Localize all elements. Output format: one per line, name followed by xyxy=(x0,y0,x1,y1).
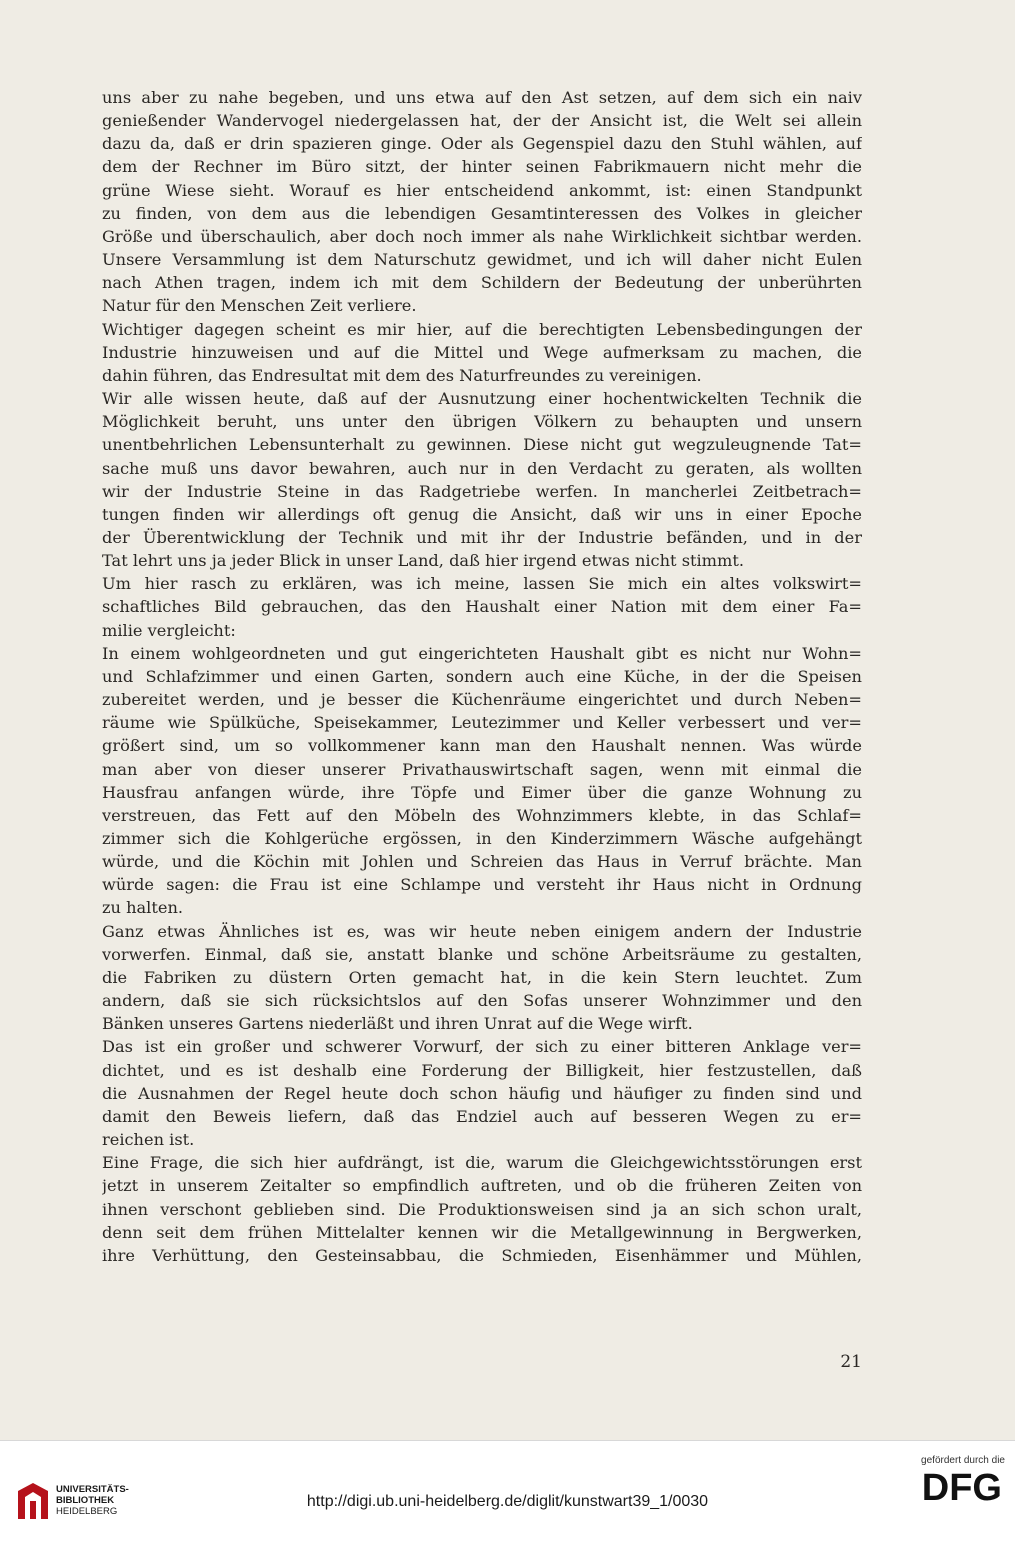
text-line: sache muß uns davor bewahren, auch nur in den Verdacht zu geraten, als wollten xyxy=(102,458,862,478)
text-line: Wichtiger dagegen scheint es mir hier, auf die berechtigten Lebensbedingungen der xyxy=(102,319,862,339)
text-line: grüne Wiese sieht. Worauf es hier entscheidend ankommt, ist: einen Standpunkt xyxy=(102,180,862,200)
text-line: zu finden, von dem aus die lebendigen Gesamtinteressen des Volkes in gleicher xyxy=(102,203,862,223)
text-line: Tat lehrt uns ja jeder Blick in unser Land, daß hier irgend etwas nicht stimmt. xyxy=(102,551,745,571)
text-line: dazu da, daß er drin spazieren ginge. Oder als Gegenspiel dazu den Stuhl wählen, auf xyxy=(102,134,862,154)
text-line: dahin führen, das Endresultat mit dem des Naturfreundes zu vereinigen. xyxy=(102,365,702,385)
text-line: zimmer sich die Kohlgerüche ergössen, in den Kinderzimmern Wäsche aufgehängt xyxy=(102,829,862,848)
text-line: tungen finden wir allerdings oft genug die Ansicht, daß wir uns in einer Epoche xyxy=(102,504,862,524)
text-line: schaftliches Bild gebrauchen, das den Haushalt einer Nation mit dem einer Fa= xyxy=(102,597,862,617)
text-line: Natur für den Menschen Zeit verliere. xyxy=(102,296,417,316)
dfg-logo-text: DFG xyxy=(921,1469,1002,1503)
text-line: man aber von dieser unserer Privathauswirtschaft sagen, wenn mit einmal die xyxy=(102,759,862,779)
library-name[interactable] xyxy=(56,1484,129,1517)
text-line: Bänken unseres Gartens niederläßt und ihren Unrat auf die Wege wirft. xyxy=(102,1014,693,1034)
text-line: zubereitet werden, und je besser die Küchenräume eingerichtet und durch Neben= xyxy=(102,690,862,710)
text-line: jetzt in unserem Zeitalter so empfindlich auftreten, und ob die früheren Zeiten von xyxy=(102,1176,862,1196)
library-name-line2: BIBLIOTHEK xyxy=(56,1495,115,1506)
text-line: zu halten. xyxy=(102,898,184,918)
text-line: verstreuen, das Fett auf den Möbeln des Wohnzimmers klebte, in das Schlaf= xyxy=(102,805,862,825)
text-line: unentbehrlichen Lebensunterhalt zu gewinnen. Diese nicht gut wegzuleugnende Tat= xyxy=(102,435,862,455)
text-line: Das ist ein großer und schwerer Vorwurf, der sich zu einer bitteren Anklage ver= xyxy=(102,1037,862,1057)
text-line: dem der Rechner im Büro sitzt, der hinter seinen Fabrikmauern nicht mehr die xyxy=(102,157,862,177)
text-line: Hausfrau anfangen würde, ihre Töpfe und Eimer über die ganze Wohnung zu xyxy=(102,782,862,802)
dfg-logo-icon[interactable] xyxy=(902,1469,1002,1503)
text-line: uns aber zu nahe begeben, und uns etwa auf den Ast setzen, auf dem sich ein naiv xyxy=(102,88,862,107)
text-line: räume wie Spülküche, Speisekammer, Leutezimmer und Keller verbessert und ver= xyxy=(102,713,862,733)
text-line: Um hier rasch zu erklären, was ich meine, lassen Sie mich ein altes volkswirt= xyxy=(102,574,862,594)
text-line: ihnen verschont geblieben sind. Die Produktionsweisen sind ja an sich schon uralt, xyxy=(102,1199,862,1219)
text-line: andern, daß sie sich rücksichtslos auf den Sofas unserer Wohnzimmer und den xyxy=(102,991,862,1011)
text-line: der Überentwicklung der Technik und mit ihr der Industrie befänden, und in der xyxy=(102,527,862,547)
text-line: ihre Verhüttung, den Gesteinsabbau, die Schmieden, Eisenhämmer und Mühlen, xyxy=(102,1245,862,1265)
text-line: genießender Wandervogel niedergelassen hat, der der Ansicht ist, die Welt sei allein xyxy=(102,111,862,131)
viewer-footer xyxy=(0,1440,1015,1544)
text-line: vorwerfen. Einmal, daß sie, anstatt blanke und schöne Arbeitsräume zu gestalten, xyxy=(102,944,862,964)
text-line: wir der Industrie Steine in das Radgetriebe werfen. In mancherlei Zeitbetrach= xyxy=(102,481,862,501)
body-text xyxy=(102,86,862,1267)
text-line: nach Athen tragen, indem ich mit dem Schildern der Bedeutung der unberührten xyxy=(102,273,862,293)
text-line: größert sind, um so vollkommener kann man den Haushalt nennen. Was würde xyxy=(102,736,862,756)
text-line: milie vergleicht: xyxy=(102,620,236,640)
text-line: die Ausnahmen der Regel heute doch schon häufig und häufiger zu finden sind und xyxy=(102,1083,862,1103)
funding-caption: gefördert durch die xyxy=(921,1455,1005,1466)
text-line: würde sagen: die Frau ist eine Schlampe und versteht ihr Haus nicht in Ordnung xyxy=(102,875,862,895)
text-line: damit den Beweis liefern, daß das Endziel auch auf besseren Wegen zu er= xyxy=(102,1106,862,1126)
text-line: Unsere Versammlung ist dem Naturschutz gewidmet, und ich will daher nicht Eulen xyxy=(102,250,862,270)
text-line: die Fabriken zu düstern Orten gemacht hat, in die kein Stern leuchtet. Zum xyxy=(102,967,862,987)
text-line: und Schlafzimmer und einen Garten, sondern auch eine Küche, in der die Speisen xyxy=(102,666,862,686)
library-name-line3: HEIDELBERG xyxy=(56,1506,118,1517)
text-line: Ganz etwas Ähnliches ist es, was wir heute neben einigem andern der Industrie xyxy=(102,921,862,941)
text-line: denn seit dem frühen Mittelalter kennen wir die Metallgewinnung in Bergwerken, xyxy=(102,1222,862,1242)
page-number: 21 xyxy=(840,1352,862,1372)
text-line: Wir alle wissen heute, daß auf der Ausnutzung einer hochentwickelten Technik die xyxy=(102,389,862,409)
text-line: Möglichkeit beruht, uns unter den übrigen Völkern zu behaupten und unsern xyxy=(102,412,862,432)
heidelberg-library-logo-icon xyxy=(16,1481,50,1521)
text-line: würde, und die Köchin mit Johlen und Schreien das Haus in Verruf brächte. Man xyxy=(102,852,862,872)
text-line: reichen ist. xyxy=(102,1130,195,1150)
library-name-line1: UNIVERSITÄTS- xyxy=(56,1484,129,1495)
text-line: Eine Frage, die sich hier aufdrängt, ist die, warum die Gleichgewichtsstörungen erst xyxy=(102,1153,862,1173)
text-line: dichtet, und es ist deshalb eine Forderung der Billigkeit, hier festzustellen, daß xyxy=(102,1060,862,1080)
permalink-url[interactable]: http://digi.ub.uni-heidelberg.de/diglit/kunstwart39_1/0030 xyxy=(306,1493,709,1510)
text-line: In einem wohlgeordneten und gut eingerichteten Haushalt gibt es nicht nur Wohn= xyxy=(102,643,862,663)
text-line: Industrie hinzuweisen und auf die Mittel und Wege aufmerksam zu machen, die xyxy=(102,342,862,362)
text-line: Größe und überschaulich, aber doch noch immer als nahe Wirklichkeit sichtbar werden. xyxy=(102,226,862,246)
